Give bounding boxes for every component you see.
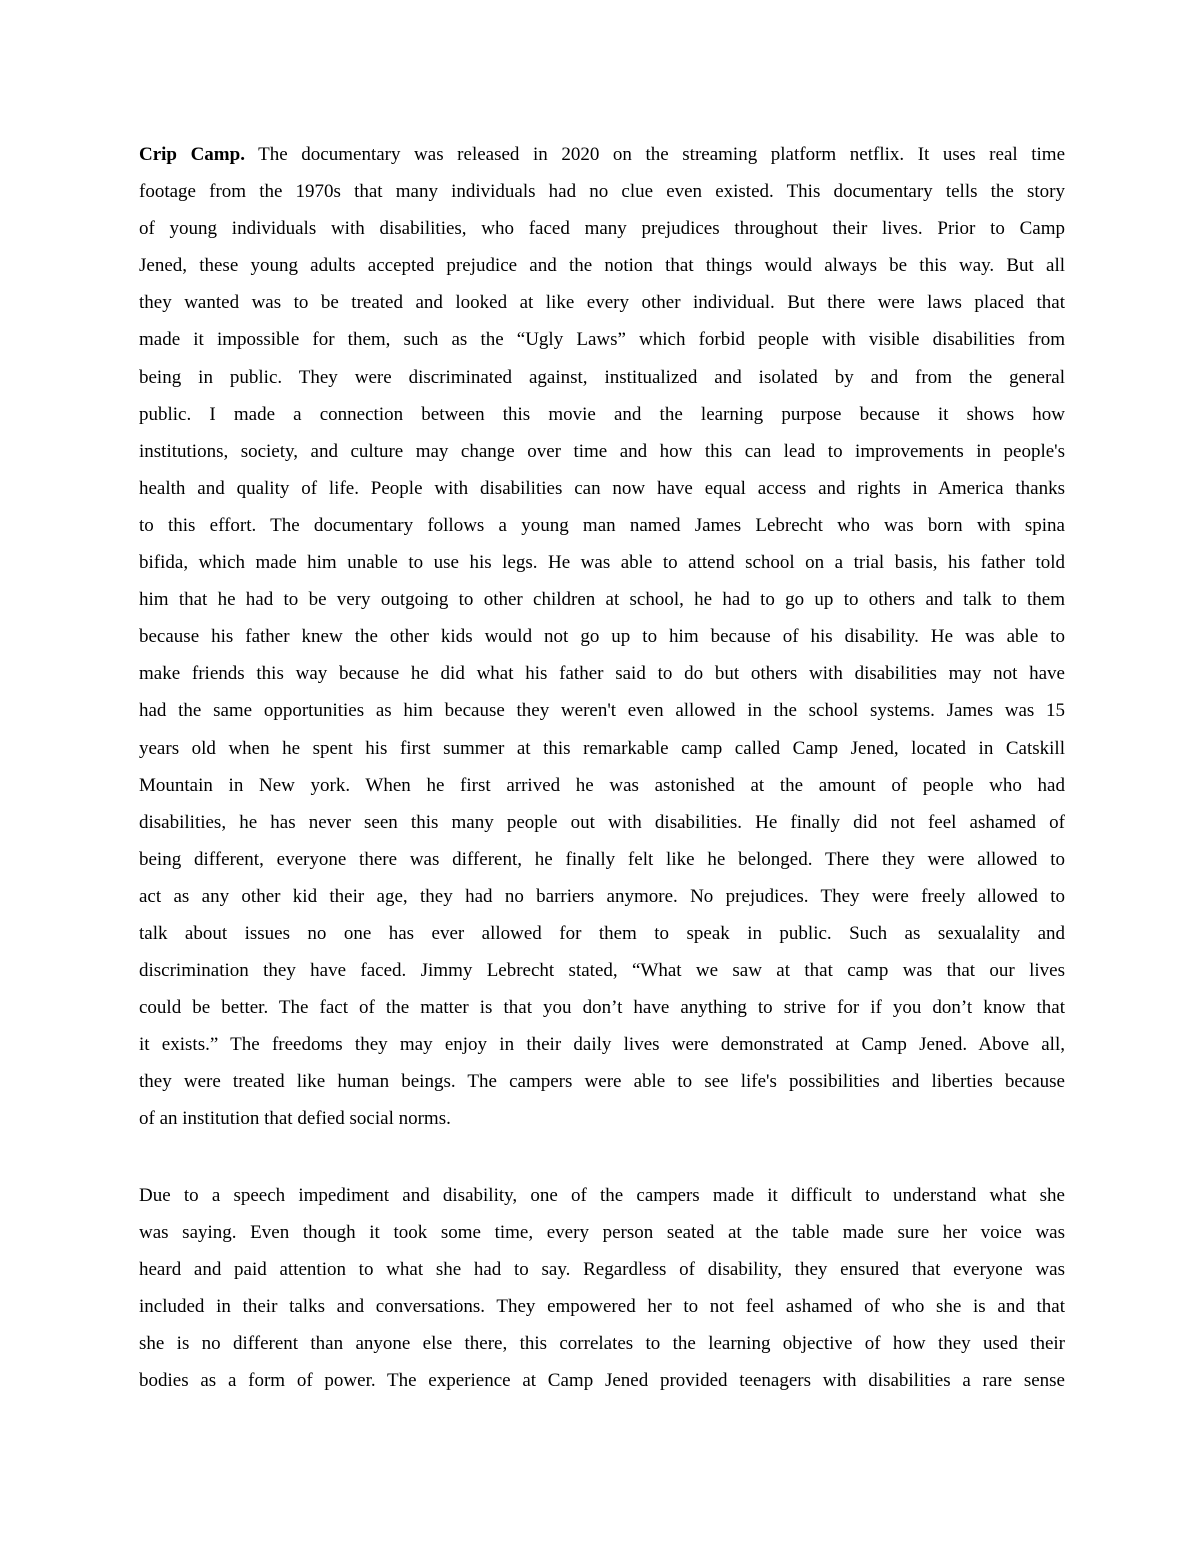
text-line: made it impossible for them, such as the “Ugly Laws” which forbid people with visible disabilities from: [139, 329, 1065, 351]
text-line: Jened, these young adults accepted prejudice and the notion that things would always be this way. But all: [139, 255, 1065, 277]
text-line: being different, everyone there was different, he finally felt like he belonged. There they were allowed to: [139, 848, 1065, 870]
text-line: act as any other kid their age, they had no barriers anymore. No prejudices. They were freely allowed to: [139, 885, 1065, 907]
text-line: it exists.” The freedoms they may enjoy in their daily lives were demonstrated at Camp Jened. Above all,: [139, 1034, 1065, 1056]
paragraph-crip-camp: [139, 136, 1065, 1138]
text-line-last: of an institution that defied social norms.: [139, 1108, 451, 1130]
text-line: because his father knew the other kids would not go up to him because of his disability. He was able to: [139, 626, 1065, 648]
text-line: him that he had to be very outgoing to other children at school, he had to go up to others and talk to them: [139, 589, 1065, 611]
text-line-content: The documentary was released in 2020 on the streaming platform netflix. It uses real time: [244, 144, 1065, 165]
text-line: footage from the 1970s that many individuals had no clue even existed. This documentary tells the story: [139, 181, 1065, 203]
text-line: disabilities, he has never seen this many people out with disabilities. He finally did not feel ashamed of: [139, 811, 1065, 833]
text-line: she is no different than anyone else there, this correlates to the learning objective of how they used their: [139, 1333, 1065, 1355]
text-line: Due to a speech impediment and disability, one of the campers made it difficult to understand what she: [139, 1185, 1065, 1206]
text-line: talk about issues no one has ever allowed for them to speak in public. Such as sexualality and: [139, 922, 1065, 944]
text-line: was saying. Even though it took some time, every person seated at the table made sure her voice was: [139, 1222, 1065, 1244]
text-line: health and quality of life. People with disabilities can now have equal access and rights in America thanks: [139, 477, 1065, 499]
text-line: institutions, society, and culture may change over time and how this can lead to improvements in people's: [139, 440, 1065, 462]
text-line: they wanted was to be treated and looked at like every other individual. But there were laws placed that: [139, 292, 1065, 314]
text-line: had the same opportunities as him because they weren't even allowed in the school systems. James was 15: [139, 700, 1065, 722]
text-line: public. I made a connection between this movie and the learning purpose because it shows how: [139, 403, 1065, 425]
text-line: could be better. The fact of the matter is that you don’t have anything to strive for if you don’t know that: [139, 997, 1065, 1019]
text-line: included in their talks and conversations. They empowered her to not feel ashamed of who she is and that: [139, 1296, 1065, 1318]
text-line: heard and paid attention to what she had to say. Regardless of disability, they ensured that everyone was: [139, 1259, 1065, 1281]
text-line: years old when he spent his first summer at this remarkable camp called Camp Jened, located in Catskill: [139, 737, 1065, 759]
text-line: bifida, which made him unable to use his legs. He was able to attend school on a trial basis, his father told: [139, 552, 1065, 574]
document-lead-title: Crip Camp.: [139, 144, 245, 165]
text-line: they were treated like human beings. The campers were able to see life's possibilities and liberties because: [139, 1071, 1065, 1093]
text-line: bodies as a form of power. The experience at Camp Jened provided teenagers with disabilities a rare sense: [139, 1370, 1065, 1392]
text-line: Mountain in New york. When he first arrived he was astonished at the amount of people who had: [139, 774, 1065, 796]
text-line: to this effort. The documentary follows a young man named James Lebrecht who was born with spina: [139, 514, 1065, 536]
text-line: make friends this way because he did what his father said to do but others with disabilities may not have: [139, 663, 1065, 685]
text-line: [139, 136, 1065, 173]
text-line: of young individuals with disabilities, who faced many prejudices throughout their lives. Prior to Camp: [139, 218, 1065, 240]
paragraph-speech-impediment: [139, 1177, 1065, 1400]
text-line: being in public. They were discriminated against, institualized and isolated by and from the general: [139, 366, 1065, 388]
text-line: discrimination they have faced. Jimmy Lebrecht stated, “What we saw at that camp was that our lives: [139, 960, 1065, 982]
